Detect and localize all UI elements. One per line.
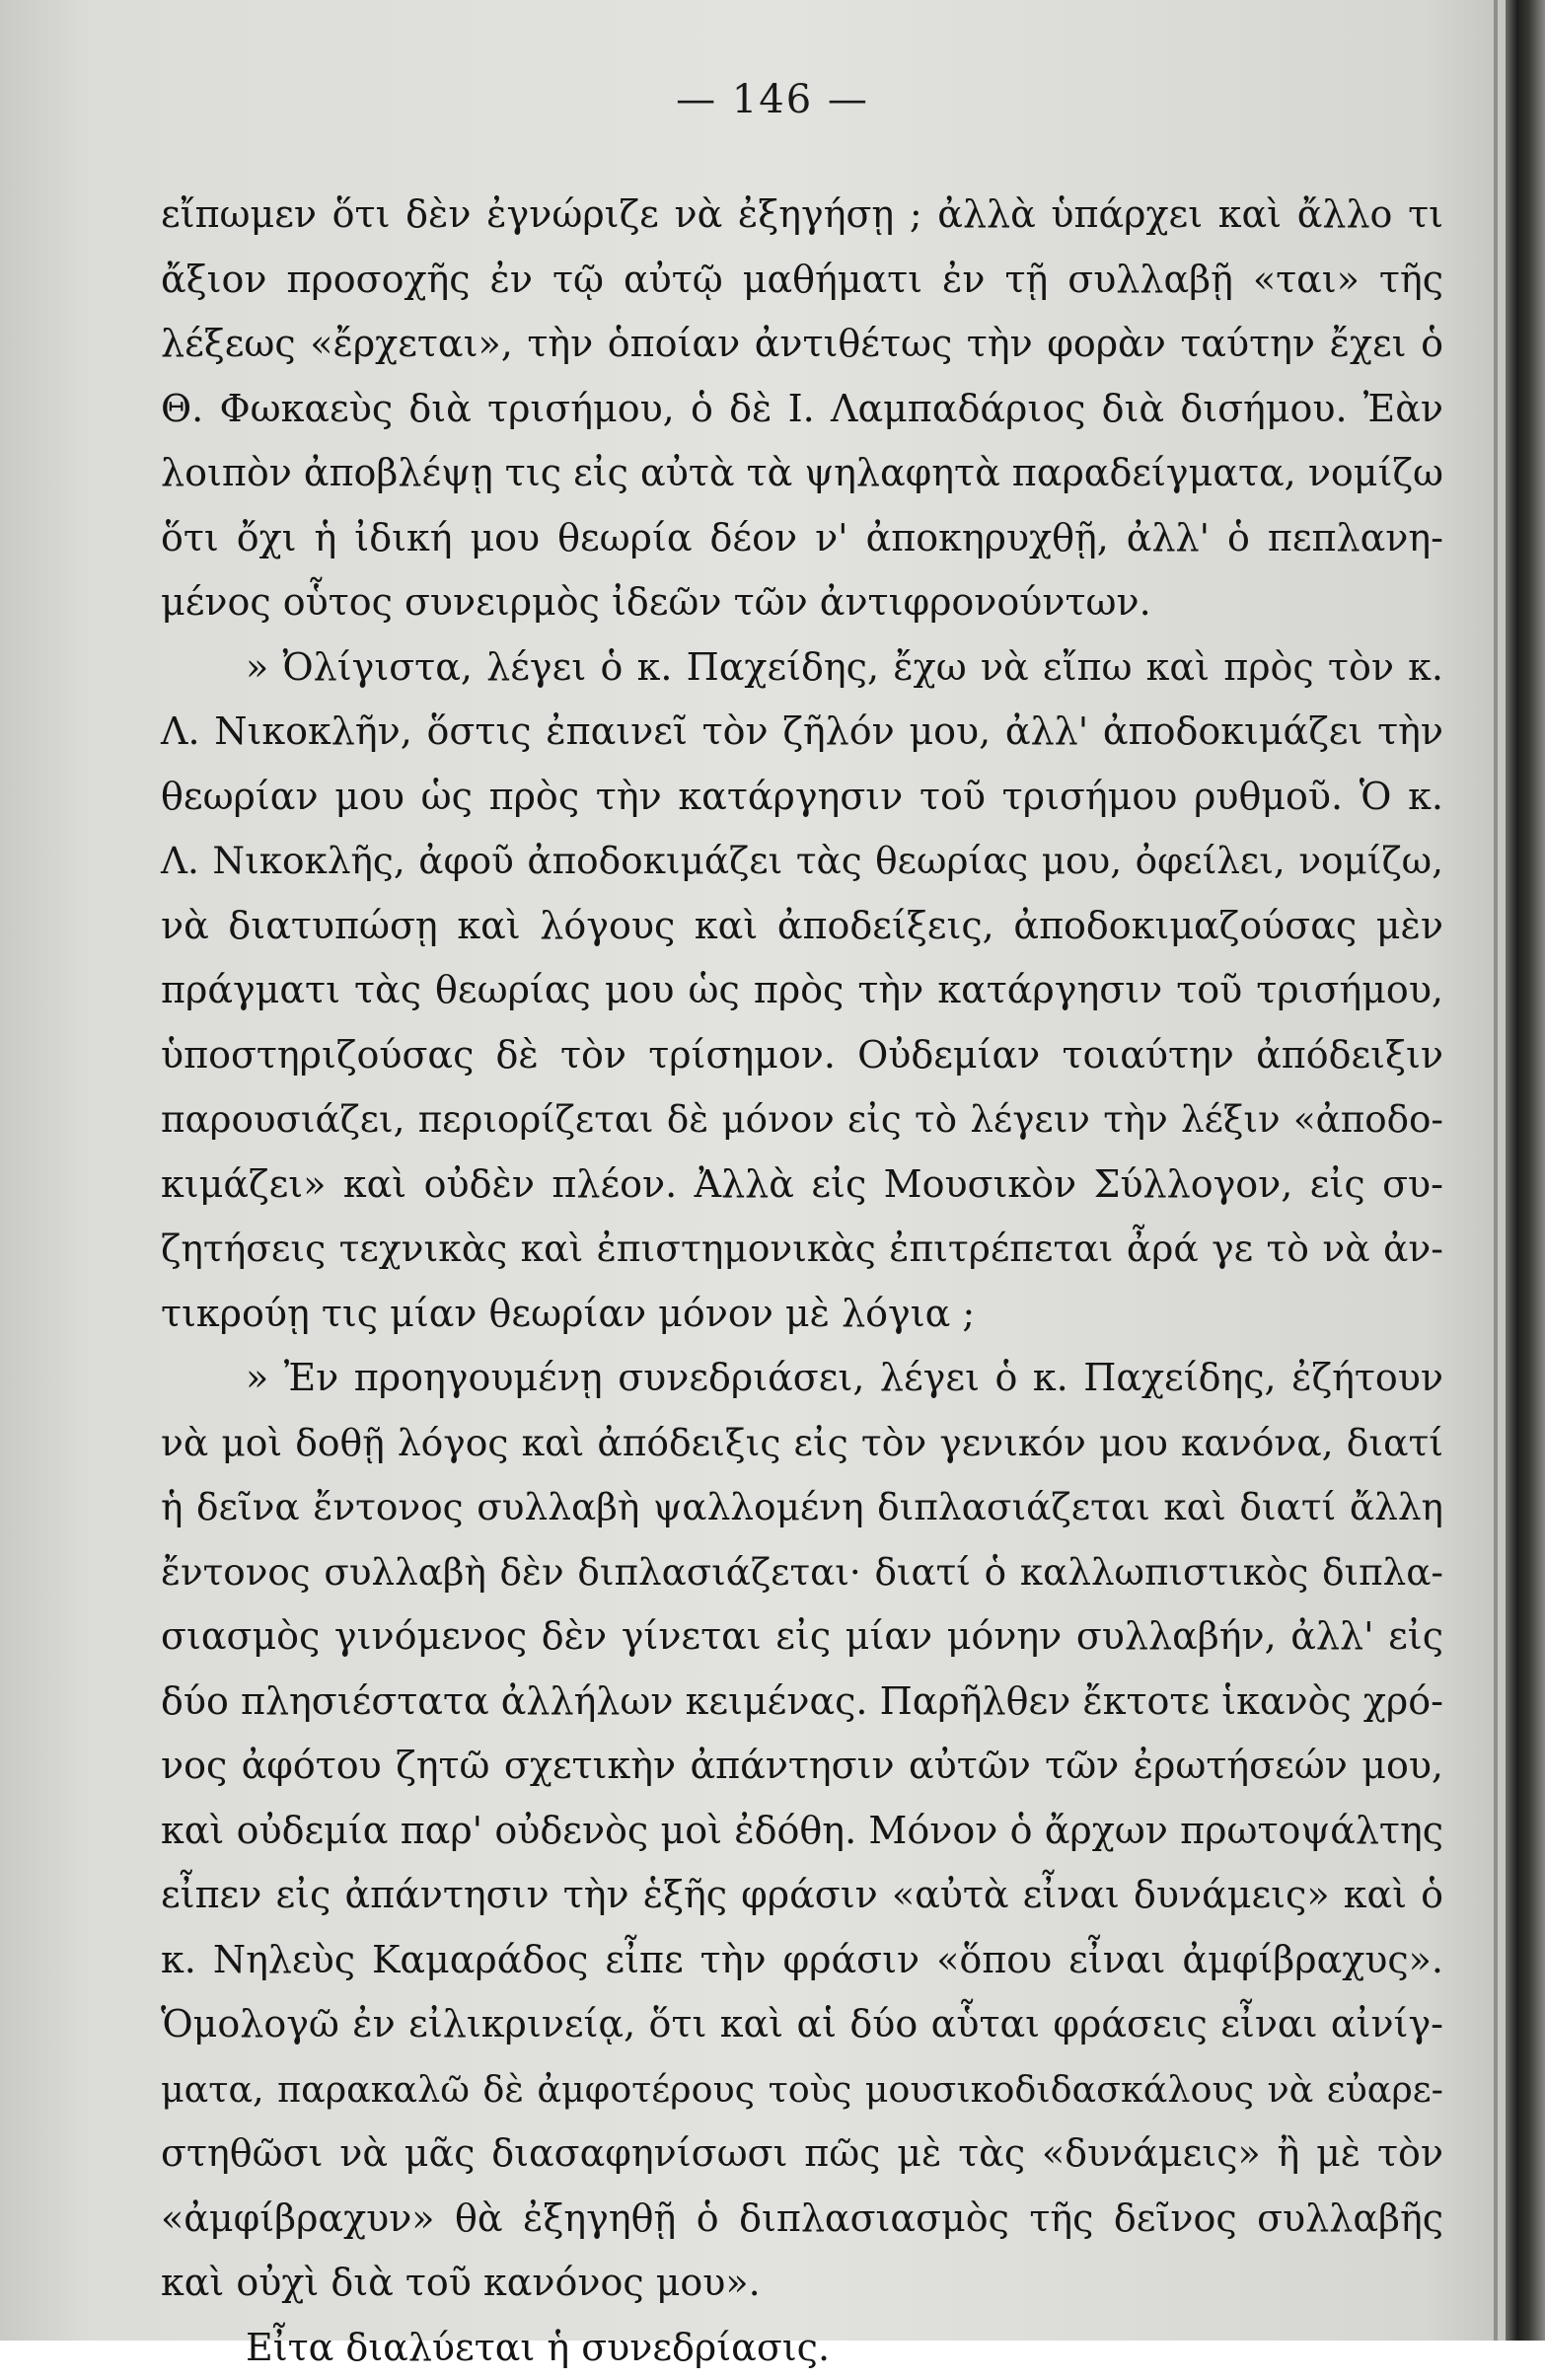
text-line: εἶπεν εἰς ἀπάντησιν τὴν ἑξῆς φράσιν «αὐτὰ εἶναι δυνάμεις» καὶ ὁ (161, 1863, 1443, 1928)
text-line: νος ἀφότου ζητῶ σχετικὴν ἀπάντησιν αὐτῶν τῶν ἐρωτήσεών μου, (161, 1734, 1443, 1799)
closing-line: Εἶτα διαλύεται ἡ συνεδρίασις. (161, 2316, 1443, 2380)
text-line: λοιπὸν ἀποβλέψῃ τις εἰς αὐτὰ τὰ ψηλαφητὰ παραδείγματα, νομίζω (161, 441, 1443, 506)
text-line: καὶ οὐδεμία παρ' οὐδενὸς μοὶ ἐδόθη. Μόνον ὁ ἄρχων πρωτοψάλτης (161, 1799, 1443, 1864)
text-line: «ἀμφίβραχυν» θὰ ἐξηγηθῇ ὁ διπλασιασμὸς τῆς δεῖνος συλλαβῆς (161, 2187, 1443, 2252)
text-line: ὅτι ὄχι ἡ ἰδική μου θεωρία δέον ν' ἀποκηρυχθῇ, ἀλλ' ὁ πεπλανη- (161, 506, 1443, 571)
text-line: θεωρίαν μου ὡς πρὸς τὴν κατάργησιν τοῦ τρισήμου ρυθμοῦ. Ὁ κ. (161, 765, 1443, 830)
text-line: Λ. Νικοκλῆν, ὅστις ἐπαινεῖ τὸν ζῆλόν μου, ἀλλ' ἀποδοκιμάζει τὴν (161, 700, 1443, 765)
text-line: Θ. Φωκαεὺς διὰ τρισήμου, ὁ δὲ Ι. Λαμπαδάριος διὰ δισήμου. Ἐὰν (161, 377, 1443, 442)
text-line: κ. Νηλεὺς Καμαράδος εἶπε τὴν φράσιν «ὅπου εἶναι ἀμφίβραχυς». (161, 1928, 1443, 1993)
text-line: κιμάζει» καὶ οὐδὲν πλέον. Ἀλλὰ εἰς Μουσικὸν Σύλλογον, εἰς συ- (161, 1153, 1443, 1218)
text-line: λέξεως «ἔρχεται», τὴν ὁποίαν ἀντιθέτως τὴν φορὰν ταύτην ἔχει ὁ (161, 312, 1443, 377)
text-line: νὰ μοὶ δοθῇ λόγος καὶ ἀπόδειξις εἰς τὸν γενικόν μου κανόνα, διατί (161, 1411, 1443, 1476)
text-line: ματα, παρακαλῶ δὲ ἀμφοτέρους τοὺς μουσικοδιδασκάλους νὰ εὐαρε- (161, 2057, 1443, 2122)
text-line: τικρούῃ τις μίαν θεωρίαν μόνον μὲ λόγια ; (161, 1282, 1443, 1347)
text-line: ἔντονος συλλαβὴ δὲν διπλασιάζεται· διατί ὁ καλλωπιστικὸς διπλα- (161, 1540, 1443, 1605)
page-number: — 146 — (0, 77, 1545, 122)
text-line: στηθῶσι νὰ μᾶς διασαφηνίσωσι πῶς μὲ τὰς «δυνάμεις» ἢ μὲ τὸν (161, 2121, 1443, 2187)
text-line: δύο πλησιέστατα ἀλλήλων κειμένας. Παρῆλθεν ἔκτοτε ἱκανὸς χρό- (161, 1670, 1443, 1735)
text-line: νὰ διατυπώσῃ καὶ λόγους καὶ ἀποδείξεις, ἀποδοκιμαζούσας μὲν (161, 894, 1443, 959)
text-line: ἡ δεῖνα ἔντονος συλλαβὴ ψαλλομένη διπλασιάζεται καὶ διατί ἄλλη (161, 1475, 1443, 1540)
text-line: ὑποστηριζούσας δὲ τὸν τρίσημον. Οὐδεμίαν τοιαύτην ἀπόδειξιν (161, 1023, 1443, 1088)
text-line: ζητήσεις τεχνικὰς καὶ ἐπιστημονικὰς ἐπιτρέπεται ἆρά γε τὸ νὰ ἀν- (161, 1217, 1443, 1282)
text-line: καὶ οὐχὶ διὰ τοῦ κανόνος μου». (161, 2251, 1443, 2316)
text-line: Λ. Νικοκλῆς, ἀφοῦ ἀποδοκιμάζει τὰς θεωρίας μου, ὀφείλει, νομίζω, (161, 829, 1443, 894)
text-line: πράγματι τὰς θεωρίας μου ὡς πρὸς τὴν κατάργησιν τοῦ τρισήμου, (161, 958, 1443, 1023)
text-line: εἴπωμεν ὅτι δὲν ἐγνώριζε νὰ ἐξηγήσῃ ; ἀλλὰ ὑπάρχει καὶ ἄλλο τι (161, 183, 1443, 248)
paragraph-start-line: » Ὀλίγιστα, λέγει ὁ κ. Παχείδης, ἔχω νὰ εἴπω καὶ πρὸς τὸν κ. (161, 635, 1443, 701)
text-line: σιασμὸς γινόμενος δὲν γίνεται εἰς μίαν μόνην συλλαβήν, ἀλλ' εἰς (161, 1604, 1443, 1670)
text-line: Ὁμολογῶ ἐν εἰλικρινείᾳ, ὅτι καὶ αἱ δύο αὗται φράσεις εἶναι αἰνίγ- (161, 1992, 1443, 2057)
binding-shadow-line (1494, 0, 1498, 2341)
text-line: παρουσιάζει, περιορίζεται δὲ μόνον εἰς τὸ λέγειν τὴν λέξιν «ἀποδο- (161, 1087, 1443, 1153)
book-binding-edge (1506, 0, 1545, 2341)
text-line: ἄξιον προσοχῆς ἐν τῷ αὐτῷ μαθήματι ἐν τῇ συλλαβῇ «ται» τῆς (161, 248, 1443, 313)
text-line: μένος οὗτος συνειρμὸς ἰδεῶν τῶν ἀντιφρονούντων. (161, 570, 1443, 635)
paragraph-start-line: » Ἐν προηγουμένῃ συνεδριάσει, λέγει ὁ κ. Παχείδης, ἐζήτουν (161, 1346, 1443, 1411)
body-text (161, 183, 1443, 2380)
